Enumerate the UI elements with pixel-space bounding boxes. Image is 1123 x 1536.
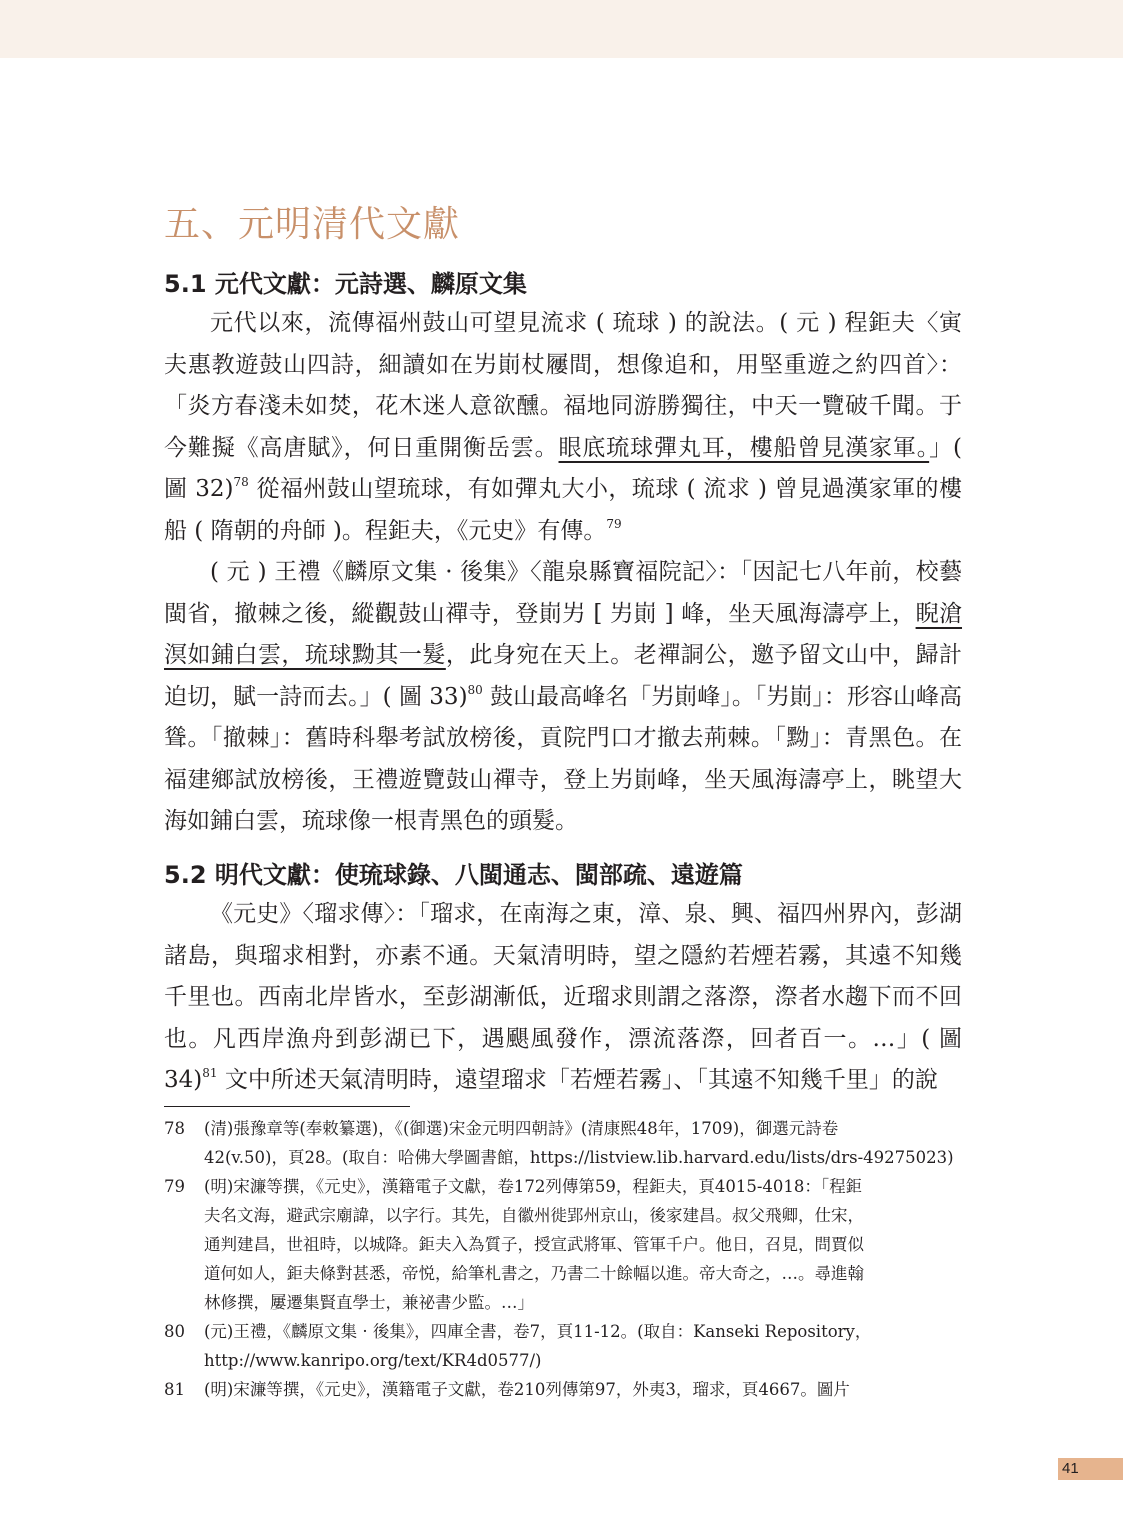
paragraph-text: 」( 圖 32) bbox=[164, 434, 962, 502]
footnote-line: 通判建昌，世祖時，以城降。鉅夫入為質子，授宣武將軍、管軍千户。他日，召見，問賈似 bbox=[204, 1235, 864, 1254]
paragraph-5-2-1 bbox=[164, 894, 962, 1102]
footnote-81 bbox=[164, 1375, 960, 1404]
footnote-text bbox=[204, 1375, 960, 1404]
paragraph-text: 元代以來，流傳福州鼓山可望見流求 ( 琉球 ) 的說法。( 元 ) 程鉅夫〈寅夫惠教遊鼓山四詩，細讀如在屴崱杖屨間，想像追和，用堅重遊之約四首〉：「炎方春淺未如焚，花木迷人意欲醺。福地同游勝獨往，中天一覽破千聞。于今難擬《高唐賦》，何日重開衡岳雲。 bbox=[164, 310, 962, 461]
paragraph-text: ，此身宛在天上。老禪詷公，邀予留文山中，歸計迫切，賦一詩而去。」( 圖 33) bbox=[164, 642, 963, 710]
section-heading-5-1: 5.1 元代文獻：元詩選、麟原文集 bbox=[164, 270, 527, 298]
footnote-ref-80[interactable]: 80 bbox=[467, 682, 483, 697]
footnote-line: (明)宋濂等撰，《元史》，漢籍電子文獻，卷210列傳第97，外夷3，瑠求，頁4667。圖片 bbox=[204, 1380, 850, 1399]
footnote-79 bbox=[164, 1172, 960, 1317]
footnote-text bbox=[204, 1114, 960, 1172]
footnote-line: (明)宋濂等撰，《元史》，漢籍電子文獻，卷172列傳第59，程鉅夫，頁4015-4018：「程鉅 bbox=[204, 1177, 863, 1196]
footnote-ref-81[interactable]: 81 bbox=[202, 1066, 218, 1080]
footnote-ref-79[interactable]: 79 bbox=[606, 516, 622, 531]
footnote-link-line[interactable]: http://www.kanripo.org/text/KR4d0577/) bbox=[204, 1351, 542, 1370]
footnote-number: 80 bbox=[164, 1322, 185, 1341]
underlined-quote: 睨滄溟如鋪白雲，琉球黝其一髮 bbox=[164, 600, 963, 668]
underlined-quote: 眼底琉球彈丸耳，樓船曾見漢家軍。 bbox=[558, 434, 930, 461]
footnote-line: (清)張豫章等(奉敕纂選)，《(御選)宋金元明四朝詩》(清康熙48年，1709)，御選元詩卷 bbox=[204, 1119, 839, 1138]
footnote-line: (元)王禮，《麟原文集 · 後集》，四庫全書，卷7，頁11-12。(取自：Kanseki Repository， bbox=[204, 1322, 872, 1341]
paragraph-text: 文中所述天氣清明時，遠望瑠求「若煙若霧」、「其遠不知幾千里」的說 bbox=[217, 1067, 938, 1093]
footnote-link-line[interactable]: 42(v.50)，頁28。(取自：哈佛大學圖書館，https://listview.lib.harvard.edu/lists/drs-49275023) bbox=[204, 1148, 954, 1167]
page-number: 41 bbox=[1062, 1460, 1079, 1477]
paragraph-5-1-2 bbox=[164, 552, 962, 843]
footnote-number: 81 bbox=[164, 1380, 185, 1399]
footnote-number: 78 bbox=[164, 1119, 185, 1138]
chapter-title: 五、元明清代文獻 bbox=[164, 204, 461, 245]
footnote-number: 79 bbox=[164, 1177, 185, 1196]
paragraph-5-1-1 bbox=[164, 303, 962, 552]
footnote-line: 夫名文海，避武宗廟諱，以字行。其先，自徽州徙郢州京山，後家建昌。叔父飛卿，仕宋， bbox=[204, 1206, 864, 1225]
footnote-ref-78[interactable]: 78 bbox=[233, 475, 249, 489]
paragraph-text: ( 元 ) 王禮《麟原文集 · 後集》〈龍泉縣寶福院記〉：「因記七八年前，校藝閩省，撤棘之後，縱觀鼓山禪寺，登崱屴 [ 屴崱 ] 峰，坐天風海濤亭上， bbox=[164, 559, 962, 627]
footnote-text bbox=[204, 1317, 960, 1375]
top-band bbox=[0, 0, 1123, 58]
paragraph-text: 《元史》〈瑠求傳〉：「瑠求，在南海之東，漳、泉、興、福四州界內，彭湖諸島，與瑠求相對，亦素不通。天氣清明時，望之隱約若煙若霧，其遠不知幾千里也。西南北岸皆水，至彭湖漸低，近瑠求則謂之落漈，漈者水趨下而不回也。凡西岸漁舟到彭湖已下，遇颶風發作，漂流落漈，回者百一。…」( 圖 34) bbox=[164, 901, 962, 1093]
footnote-line: 林修撰，屢遷集賢直學士，兼祕書少監。…」 bbox=[204, 1293, 534, 1312]
footnote-80 bbox=[164, 1317, 960, 1375]
paragraph-text: 從福州鼓山望琉球，有如彈丸大小，琉球 ( 流求 ) 曾見過漢家軍的樓船 ( 隋朝的舟師 )。程鉅夫，《元史》有傳。 bbox=[164, 476, 962, 544]
footnote-divider bbox=[164, 1106, 410, 1107]
footnote-line: 道何如人，鉅夫條對甚悉，帝悦，給筆札書之，乃書二十餘幅以進。帝大奇之，…。尋進翰 bbox=[204, 1264, 864, 1283]
section-heading-5-2: 5.2 明代文獻：使琉球錄、八閩通志、閩部疏、遠遊篇 bbox=[164, 861, 743, 889]
footnote-78 bbox=[164, 1114, 960, 1172]
paragraph-text: 鼓山最高峰名「屴崱峰」。「屴崱」：形容山峰高聳。「撤棘」：舊時科舉考試放榜後，貢院門口才撤去荊棘。「黝」：青黑色。在福建鄉試放榜後，王禮遊覽鼓山禪寺，登上屴崱峰，坐天風海濤亭上，眺望大海如鋪白雲，琉球像一根青黑色的頭髮。 bbox=[164, 683, 962, 834]
footnote-text bbox=[204, 1172, 960, 1317]
footnotes bbox=[164, 1114, 960, 1404]
